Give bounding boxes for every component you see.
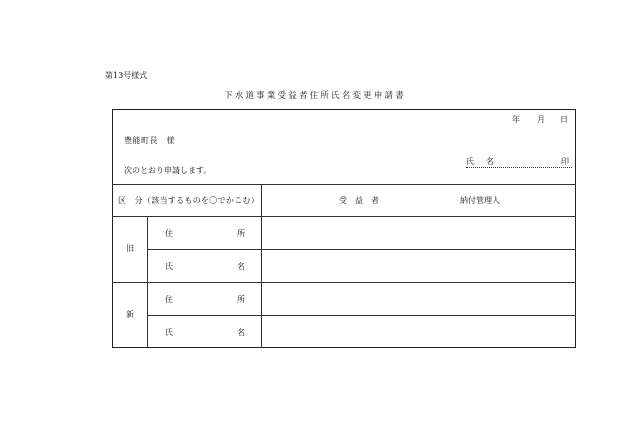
addressee: 豊能町長 様 <box>124 136 175 145</box>
new-name-label-char-2: 名 <box>237 328 245 337</box>
old-name-field[interactable] <box>262 250 575 282</box>
request-text: 次のとおり申請します。 <box>124 166 212 175</box>
new-address-label-char-2: 所 <box>237 295 245 304</box>
new-name-label-char-1: 氏 <box>165 328 173 337</box>
signature-mei: 名 <box>486 157 494 166</box>
form-number: 第13号様式 <box>105 71 148 80</box>
old-address-label-char-1: 住 <box>165 229 173 238</box>
old-name-label-char-2: 名 <box>237 262 245 271</box>
date-day-label: 日 <box>560 115 568 124</box>
old-section-label: 旧 <box>126 244 134 253</box>
category-label: 区 分（該当するものを〇でかこむ） <box>118 196 260 205</box>
beneficiary-char-1[interactable]: 受 <box>339 196 347 205</box>
new-section-label: 新 <box>126 310 134 319</box>
date-year-label: 年 <box>512 115 520 124</box>
old-address-label-char-2: 所 <box>237 229 245 238</box>
section-column-divider <box>147 216 148 348</box>
new-name-field[interactable] <box>262 316 575 347</box>
header-divider <box>112 184 576 185</box>
new-address-field[interactable] <box>262 283 575 315</box>
beneficiary-char-3[interactable]: 者 <box>371 196 379 205</box>
signature-shi: 氏 <box>466 157 474 166</box>
old-address-field[interactable] <box>262 217 575 249</box>
old-name-label-char-1: 氏 <box>165 262 173 271</box>
seal-mark: 印 <box>561 157 569 166</box>
beneficiary-char-2[interactable]: 益 <box>355 196 363 205</box>
document-title: 下水道事業受益者住所氏名変更申請書 <box>224 91 406 101</box>
signature-line[interactable] <box>466 167 572 168</box>
new-address-label-char-1: 住 <box>165 295 173 304</box>
date-month-label: 月 <box>537 115 545 124</box>
payer-option[interactable]: 納付管理人 <box>460 196 500 205</box>
